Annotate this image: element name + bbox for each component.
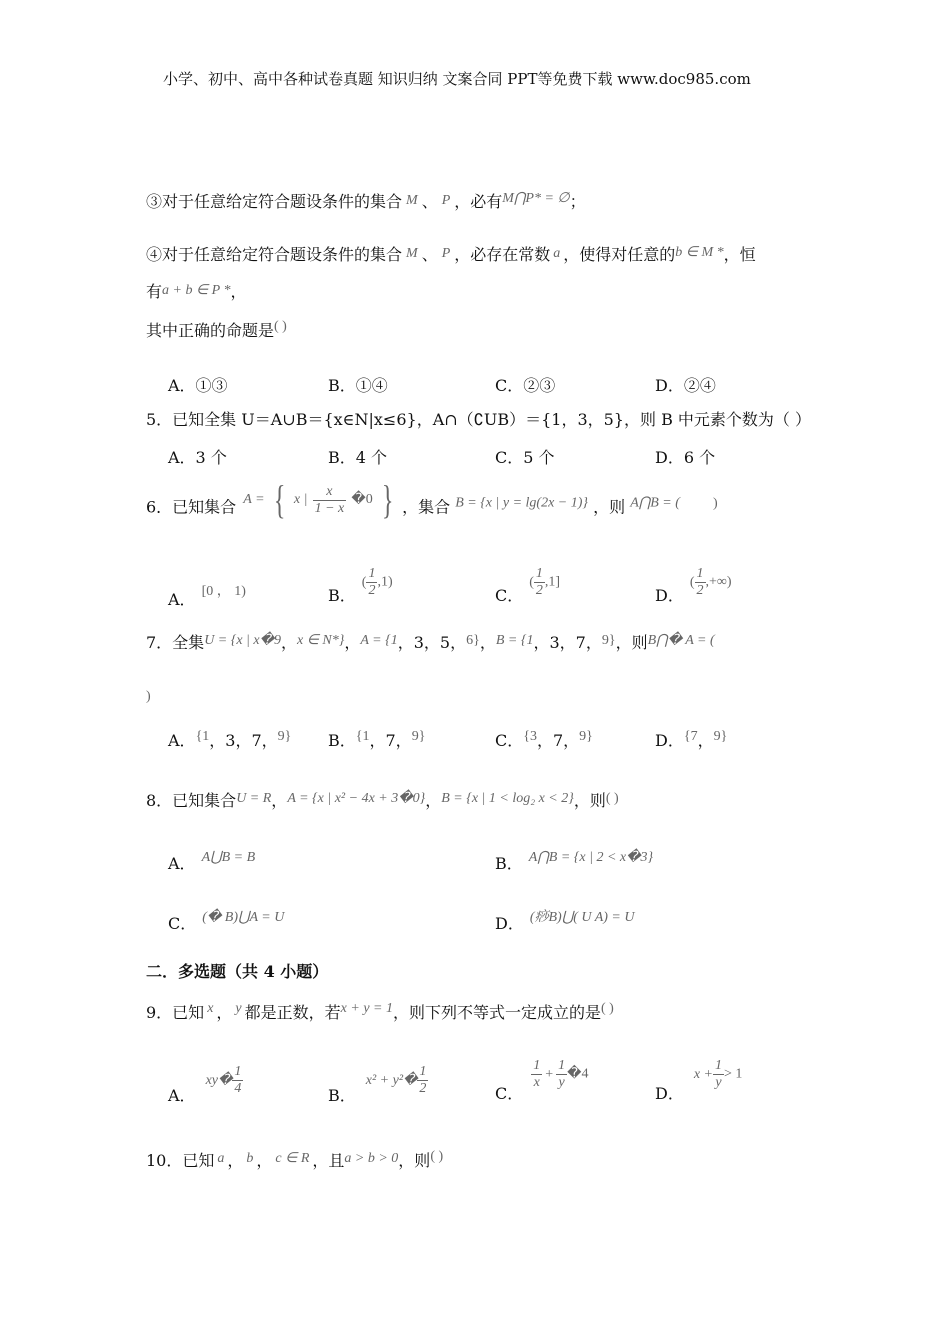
left-brace: { bbox=[273, 477, 285, 522]
numerator: 1 bbox=[558, 1058, 566, 1073]
q4-statement-3 bbox=[146, 190, 586, 212]
option-label: C． bbox=[495, 1084, 524, 1103]
var-x: x bbox=[207, 1001, 214, 1016]
fraction-one-over-y bbox=[713, 1058, 724, 1091]
set-A-start: A = {1 bbox=[360, 633, 398, 648]
q5-option-d[interactable]: D．6 个 bbox=[655, 448, 716, 467]
q8-option-a[interactable] bbox=[168, 846, 255, 874]
math-expression: b ∈ M * bbox=[675, 245, 724, 260]
line-end: ， bbox=[230, 282, 247, 301]
q6-stem bbox=[146, 477, 718, 528]
q7-close-paren: ) bbox=[146, 689, 151, 704]
universal-set: U = {x | x�9 bbox=[204, 633, 281, 648]
option-label: A． bbox=[168, 590, 196, 609]
q9-option-a[interactable] bbox=[168, 1064, 243, 1106]
option-label: A． bbox=[168, 854, 196, 873]
option-label: D． bbox=[655, 731, 684, 750]
option-math: (� B)⋃A = U bbox=[202, 910, 285, 925]
math-M: M bbox=[406, 193, 418, 208]
numerator: 1 bbox=[535, 566, 543, 581]
q4-statement-4-line2 bbox=[146, 282, 246, 302]
option-math: (痧B)⋃( U A) = U bbox=[529, 910, 635, 925]
stem-text: 其中正确的命题是 bbox=[146, 321, 275, 340]
q5-stem: 5．已知全集 U＝A∪B＝{x∈N|x≤6}，A∩（∁UB）＝{1，3，5}，则 B 中元素个数为（ ） bbox=[146, 410, 811, 429]
option-math: A⋂B = {x | 2 < x�3} bbox=[528, 850, 654, 865]
stem-mid: 都是正数，若 bbox=[244, 1003, 341, 1022]
set-B-middle: ，3，7， bbox=[533, 633, 602, 652]
lhs: x² + y²� bbox=[365, 1072, 418, 1088]
option-label: B． bbox=[328, 731, 356, 750]
var-b: b bbox=[246, 1151, 254, 1166]
interval-end: ,+∞) bbox=[705, 574, 732, 590]
open-paren: ( bbox=[689, 574, 695, 590]
set-open: {1 bbox=[355, 729, 370, 744]
separator: ， bbox=[479, 633, 496, 652]
denominator: 2 bbox=[696, 583, 704, 598]
set-open: {7 bbox=[683, 729, 698, 744]
denominator: 4 bbox=[234, 1081, 242, 1096]
statement-mid2: ，使得对任意的 bbox=[563, 245, 676, 264]
math-expression: M⋂P* = ∅ bbox=[502, 191, 570, 206]
option-label: B． bbox=[328, 586, 356, 605]
page-header: 小学、初中、高中各种试卷真题 知识归纳 文案合同 PPT等免费下载 www.doc985.com bbox=[163, 70, 751, 88]
option-label: A． bbox=[168, 1086, 196, 1105]
q5-option-a[interactable]: A．3 个 bbox=[168, 448, 227, 467]
q7-option-b[interactable] bbox=[328, 728, 425, 751]
condition: a > b > 0 bbox=[344, 1151, 399, 1166]
option-label: D． bbox=[655, 1084, 684, 1103]
right-brace: } bbox=[381, 477, 394, 522]
set-middle: ，7， bbox=[369, 731, 412, 750]
set-middle: ， bbox=[697, 731, 714, 750]
separator: ， bbox=[227, 1151, 244, 1170]
ask-expression: A⋂B = ( bbox=[630, 495, 680, 511]
q6-option-b[interactable] bbox=[328, 566, 393, 606]
statement-end: ； bbox=[569, 192, 586, 211]
fraction-one-quarter bbox=[232, 1064, 243, 1097]
q8-option-b[interactable] bbox=[495, 846, 653, 874]
denominator: x bbox=[531, 1074, 542, 1091]
separator: ， bbox=[271, 791, 288, 810]
option-label: D． bbox=[495, 914, 524, 933]
interval-end: ,1) bbox=[377, 574, 393, 590]
set-middle: ，7， bbox=[536, 731, 580, 750]
fraction-one-half bbox=[417, 1064, 428, 1097]
numerator: 1 bbox=[234, 1064, 242, 1079]
q9-option-c[interactable] bbox=[495, 1058, 589, 1104]
relation: �0 bbox=[351, 492, 373, 507]
q4-option-d[interactable]: D．②④ bbox=[655, 376, 716, 395]
numerator: 1 bbox=[715, 1058, 723, 1073]
q7-option-d[interactable] bbox=[655, 728, 727, 751]
q4-stem bbox=[146, 318, 287, 341]
stem-prefix: 6．已知集合 bbox=[146, 497, 237, 517]
section-heading-multiple-choice: 二．多选题（共 4 小题） bbox=[146, 962, 329, 981]
set-A-middle: ，3，5， bbox=[397, 633, 467, 652]
fraction-one-over-y bbox=[556, 1058, 567, 1091]
denominator: 1 − x bbox=[314, 500, 345, 516]
statement-text: ④对于任意给定符合题设条件的集合 bbox=[146, 245, 403, 264]
open-paren: ( bbox=[361, 574, 367, 590]
q4-option-c[interactable]: C．②③ bbox=[495, 376, 556, 395]
answer-paren: ( ) bbox=[601, 1001, 614, 1016]
set-open: {1 bbox=[195, 729, 210, 744]
interval-end: ,1] bbox=[544, 574, 561, 590]
separator: ， bbox=[425, 791, 442, 810]
close-paren: ) bbox=[713, 495, 718, 511]
stem-mid2: ，则 bbox=[593, 497, 626, 517]
denominator: y bbox=[556, 1074, 567, 1091]
q7-stem bbox=[146, 632, 715, 653]
answer-paren: ( ) bbox=[605, 791, 619, 806]
stem-end: ，则 bbox=[398, 1151, 431, 1170]
set-B-end: 9} bbox=[601, 633, 616, 648]
stem-prefix: 9．已知 bbox=[146, 1003, 205, 1022]
q4-option-b[interactable]: B．①④ bbox=[328, 376, 388, 395]
fraction-one-over-x bbox=[531, 1058, 542, 1091]
stem-prefix: 10．已知 bbox=[146, 1151, 215, 1170]
option-label: C． bbox=[495, 586, 524, 605]
q5-option-c[interactable]: C．5 个 bbox=[495, 448, 555, 467]
fraction-x-over-1-minus-x bbox=[313, 484, 347, 517]
stem-mid: ，且 bbox=[312, 1151, 345, 1170]
stem-mid: ，集合 bbox=[402, 497, 451, 517]
q8-option-d[interactable] bbox=[495, 906, 635, 934]
separator: 、 bbox=[421, 192, 438, 211]
q6-option-a[interactable] bbox=[168, 580, 246, 610]
statement-text: ③对于任意给定符合题设条件的集合 bbox=[146, 192, 403, 211]
q9-stem bbox=[146, 1000, 614, 1023]
option-label: B． bbox=[495, 854, 523, 873]
q4-statement-4 bbox=[146, 244, 756, 265]
math-expression: a + b ∈ P * bbox=[162, 283, 231, 298]
q9-option-b[interactable] bbox=[328, 1064, 428, 1106]
set-A-var: x | bbox=[293, 492, 308, 507]
line-prefix: 有 bbox=[146, 282, 163, 301]
stem-prefix: 8．已知集合 bbox=[146, 791, 237, 810]
numerator: x bbox=[326, 483, 333, 499]
math-a: a bbox=[553, 246, 561, 261]
separator: ， bbox=[280, 633, 297, 652]
q8-stem bbox=[146, 790, 619, 811]
option-label: A． bbox=[168, 731, 196, 750]
stem-prefix: 7．全集 bbox=[146, 633, 205, 652]
natural-condition: x ∈ N*} bbox=[297, 633, 345, 648]
set-B-start: B = {1 bbox=[495, 633, 534, 648]
numerator: 1 bbox=[696, 566, 704, 581]
set-close: 9} bbox=[579, 729, 593, 744]
rhs: �4 bbox=[567, 1066, 589, 1082]
stem-then: ，则 bbox=[573, 791, 606, 810]
set-A: A = {x | x² − 4x + 3�0} bbox=[287, 791, 426, 806]
denominator: y bbox=[713, 1074, 724, 1091]
separator: 、 bbox=[421, 245, 438, 264]
answer-paren: ( ) bbox=[274, 319, 287, 334]
option-label: B． bbox=[328, 1086, 356, 1105]
numerator: 1 bbox=[533, 1058, 541, 1073]
statement-mid: ，必有 bbox=[454, 192, 503, 211]
lhs: xy� bbox=[205, 1072, 233, 1088]
q8-option-c[interactable] bbox=[168, 906, 284, 934]
open-paren: ( bbox=[529, 574, 534, 590]
option-label: D． bbox=[655, 586, 684, 605]
statement-end: ，恒 bbox=[723, 245, 756, 264]
option-label: C． bbox=[495, 731, 524, 750]
fraction-one-half bbox=[534, 566, 545, 599]
ask-expression: B⋂� A = ( bbox=[647, 633, 715, 648]
math-P: P bbox=[441, 246, 451, 261]
numerator: 1 bbox=[419, 1064, 427, 1079]
option-math: [0 ， 1) bbox=[201, 584, 246, 599]
separator: ， bbox=[256, 1151, 273, 1170]
lhs: x + bbox=[693, 1066, 714, 1082]
var-a: a bbox=[217, 1151, 225, 1166]
math-M: M bbox=[406, 246, 418, 261]
numerator: 1 bbox=[368, 566, 376, 581]
set-open: {3 bbox=[523, 729, 537, 744]
denominator: 2 bbox=[419, 1081, 427, 1096]
plus-sign: + bbox=[545, 1066, 554, 1082]
set-A-label: A = bbox=[243, 492, 265, 507]
set-A-end: 6} bbox=[466, 633, 480, 648]
denominator: 2 bbox=[368, 583, 376, 598]
fraction-one-half bbox=[695, 566, 706, 599]
option-label: C． bbox=[168, 914, 197, 933]
q10-stem bbox=[146, 1148, 443, 1171]
set-middle: ，3，7， bbox=[209, 731, 278, 750]
universal-set: U = R bbox=[236, 791, 272, 806]
var-y: y bbox=[235, 1001, 242, 1016]
stem-then: ，则 bbox=[615, 633, 648, 652]
statement-mid: ，必存在常数 bbox=[454, 245, 551, 264]
set-close: 9} bbox=[713, 729, 728, 744]
math-P: P bbox=[441, 193, 451, 208]
separator: ， bbox=[344, 633, 361, 652]
q6-option-d[interactable] bbox=[655, 566, 732, 606]
set-close: 9} bbox=[277, 729, 292, 744]
option-math: A⋃B = B bbox=[201, 850, 256, 865]
q7-option-a[interactable] bbox=[168, 728, 291, 751]
condition: x + y = 1 bbox=[340, 1001, 393, 1016]
q9-option-d[interactable] bbox=[655, 1058, 742, 1104]
q7-option-c[interactable] bbox=[495, 728, 593, 751]
set-B: B = {x | 1 < log₂ x < 2} bbox=[441, 791, 574, 806]
var-c-domain: c ∈ R bbox=[275, 1151, 310, 1166]
q5-option-b[interactable]: B．4 个 bbox=[328, 448, 388, 467]
rhs: > 1 bbox=[724, 1066, 743, 1082]
q6-option-c[interactable] bbox=[495, 566, 560, 606]
q4-option-a[interactable]: A．①③ bbox=[168, 376, 228, 395]
answer-paren: ( ) bbox=[430, 1149, 444, 1164]
set-close: 9} bbox=[411, 729, 426, 744]
stem-end: ，则下列不等式一定成立的是 bbox=[392, 1003, 601, 1022]
fraction-one-half bbox=[366, 566, 377, 599]
denominator: 2 bbox=[535, 583, 543, 598]
separator: ， bbox=[216, 1003, 233, 1022]
set-B: B = {x | y = lg(2x − 1)} bbox=[455, 495, 588, 511]
